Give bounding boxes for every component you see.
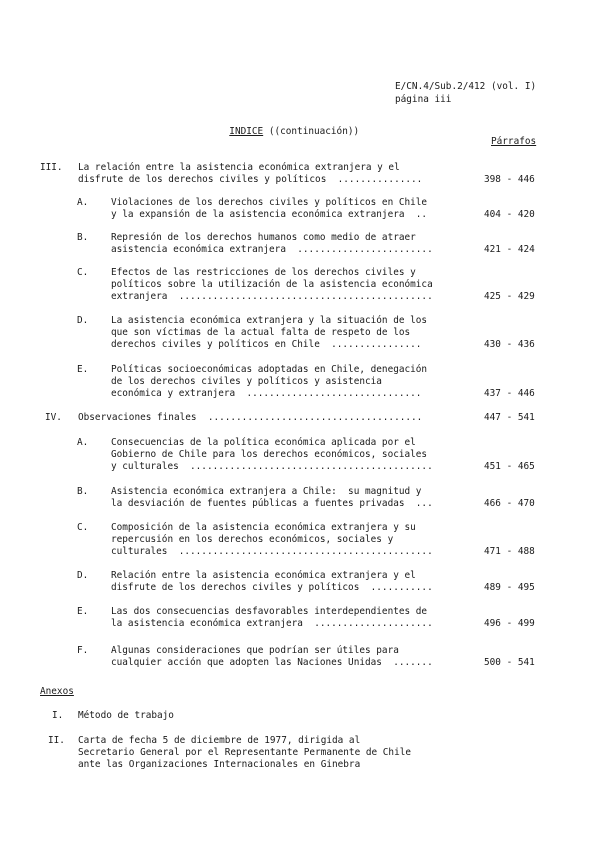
item-line: Composición de la asistencia económica extranjera y su [111,522,416,533]
item-line: Efectos de las restricciones de los derechos civiles y [111,267,416,278]
paragraph-range: 496 - 499 [484,618,535,629]
item-letter: D. [77,570,89,581]
annexes-heading: Anexos [40,686,74,697]
title-label: INDICE [229,126,264,137]
document-symbol: E/CN.4/Sub.2/412 (vol. I) [395,81,537,92]
item-line: repercusión en los derechos económicos, sociales y [111,534,394,545]
item-line: Relación entre la asistencia económica extranjera y el [111,570,416,581]
section-title-line: Observaciones finales ...................................... [78,412,423,423]
item-line: disfrute de los derechos civiles y políticos ........... [111,582,433,593]
section-number: III. [40,162,63,173]
paragraph-range: 404 - 420 [484,209,535,220]
item-letter: B. [77,486,89,497]
item-line: Algunas consideraciones que podrían ser útiles para [111,645,399,656]
paragraph-range: 430 - 436 [484,339,535,350]
item-letter: E. [77,364,89,375]
page-number: página iii [395,94,452,105]
page-title: INDICE ((continuación)) [229,126,360,137]
annex-line: Carta de fecha 5 de diciembre de 1977, dirigida al [78,735,361,746]
item-line: asistencia económica extranjera ........................ [111,244,433,255]
item-line: Las dos consecuencias desfavorables interdependientes de [111,606,428,617]
item-line: y la expansión de la asistencia económica extranjera .. [111,209,428,220]
item-line: de los derechos civiles y políticos y asistencia [111,376,382,387]
paragraph-range: 447 - 541 [484,412,535,423]
annex-number: II. [48,735,65,746]
item-line: Represión de los derechos humanos como medio de atraer [111,232,416,243]
paragraph-range: 500 - 541 [484,657,535,668]
item-line: extranjera ............................................. [111,291,433,302]
paragraph-range: 421 - 424 [484,244,535,255]
title-continuation: (continuación) [274,126,354,137]
item-letter: D. [77,315,89,326]
section-title-line: La relación entre la asistencia económica extranjera y el [78,162,400,173]
item-letter: A. [77,437,89,448]
paragraph-range: 466 - 470 [484,498,535,509]
item-line: que son víctimas de la actual falta de respeto de los [111,327,411,338]
paragraph-range: 471 - 488 [484,546,535,557]
item-line: La asistencia económica extranjera y la situación de los [111,315,428,326]
item-line: derechos civiles y políticos en Chile ................ [111,339,422,350]
item-letter: B. [77,232,89,243]
item-letter: F. [77,645,89,656]
item-letter: C. [77,267,89,278]
paragraph-range: 489 - 495 [484,582,535,593]
item-line: la asistencia económica extranjera ..................... [111,618,433,629]
section-number: IV. [45,412,62,423]
column-header-paragraphs: Párrafos [491,136,537,147]
item-line: Consecuencias de la política económica aplicada por el [111,437,416,448]
item-line: y culturales ........................................... [111,461,433,472]
annex-line: ante las Organizaciones Internacionales en Ginebra [78,759,361,770]
paragraph-range: 425 - 429 [484,291,535,302]
item-line: económica y extranjera ............................... [111,388,422,399]
section-title-line: disfrute de los derechos civiles y políticos ............... [78,174,423,185]
annex-number: I. [52,710,64,721]
paragraph-range: 437 - 446 [484,388,535,399]
item-line: la desviación de fuentes públicas a fuentes privadas ... [111,498,433,509]
paragraph-range: 398 - 446 [484,174,535,185]
paragraph-range: 451 - 465 [484,461,535,472]
item-line: políticos sobre la utilización de la asistencia económica [111,279,433,290]
item-line: Gobierno de Chile para los derechos económicos, sociales [111,449,428,460]
annex-line: Secretario General por el Representante Permanente de Chile [78,747,412,758]
item-line: Violaciones de los derechos civiles y políticos en Chile [111,197,428,208]
item-line: Políticas socioeconómicas adoptadas en Chile, denegación [111,364,428,375]
item-letter: A. [77,197,89,208]
item-line: culturales ............................................. [111,546,433,557]
item-letter: E. [77,606,89,617]
annex-line: Método de trabajo [78,710,174,721]
item-line: cualquier acción que adopten las Naciones Unidas ....... [111,657,433,668]
item-line: Asistencia económica extranjera a Chile: su magnitud y [111,486,422,497]
item-letter: C. [77,522,89,533]
